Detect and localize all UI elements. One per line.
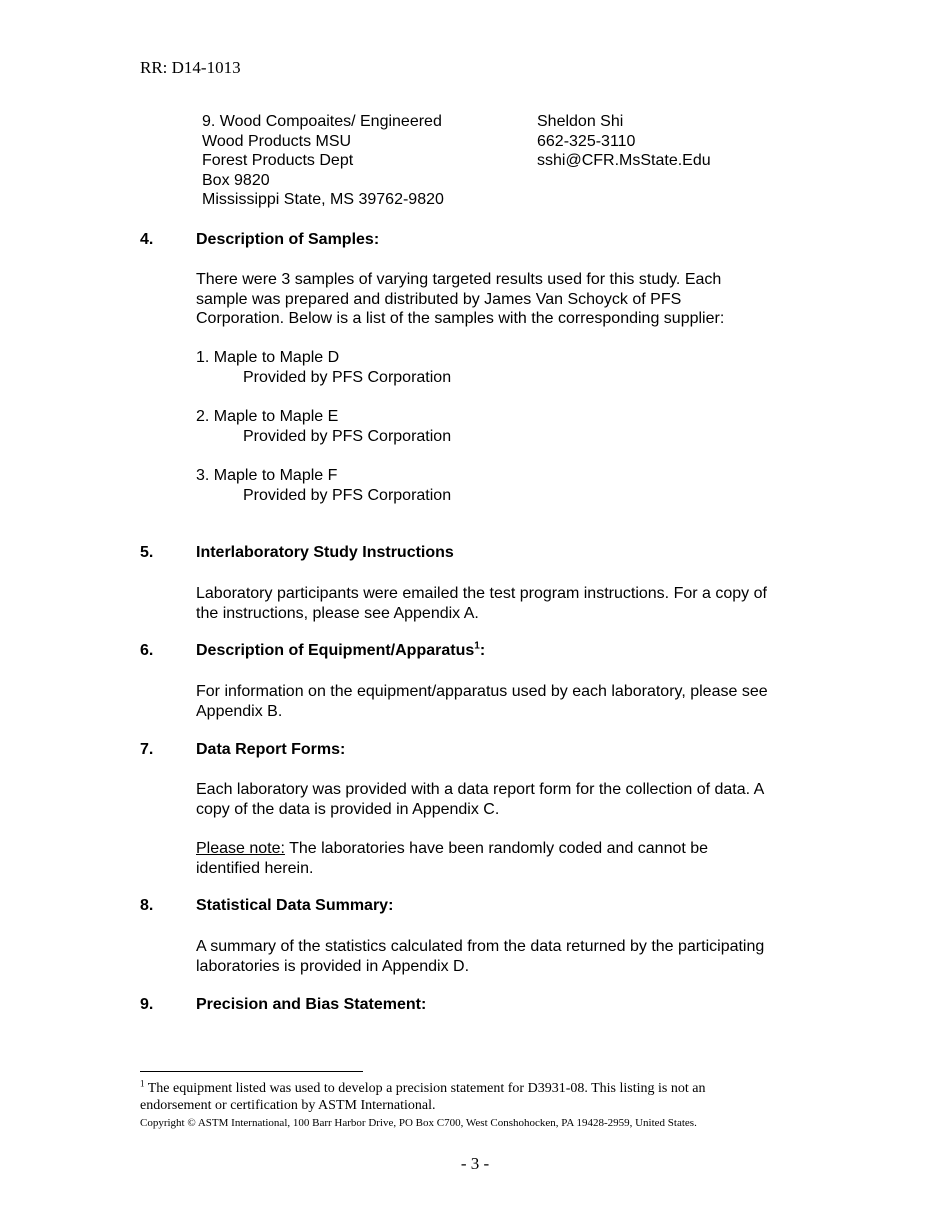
paragraph-line: Appendix B. xyxy=(196,702,283,720)
section-5-title: Interlaboratory Study Instructions xyxy=(196,544,454,561)
org-line: Wood Products MSU xyxy=(202,132,352,150)
paragraph-line: copy of the data is provided in Appendix C. xyxy=(196,800,500,818)
footnote xyxy=(140,1080,705,1114)
sample-supplier: Provided by PFS Corporation xyxy=(243,486,452,504)
section-5-number: 5. xyxy=(140,544,154,561)
paragraph-line: For information on the equipment/apparatus used by each laboratory, please see xyxy=(196,683,768,700)
note-label: Please note: xyxy=(196,840,285,857)
sample-item xyxy=(196,348,451,387)
paragraph-line: Laboratory participants were emailed the test program instructions. For a copy of xyxy=(196,585,767,602)
sample-item xyxy=(196,407,451,446)
contact-phone: 662-325-3110 xyxy=(537,132,636,150)
section-7-note xyxy=(196,839,708,878)
section-6-title-colon: : xyxy=(479,642,486,659)
sample-name: 2. Maple to Maple E xyxy=(196,408,339,425)
contact-name: Sheldon Shi xyxy=(537,113,624,130)
section-6-title xyxy=(196,642,485,660)
note-text: The laboratories have been randomly coded and cannot be xyxy=(284,840,709,857)
section-8-title: Statistical Data Summary: xyxy=(196,897,394,914)
section-7-number: 7. xyxy=(140,741,154,758)
participant-organization xyxy=(202,112,444,210)
contact-email: sshi@CFR.MsState.Edu xyxy=(537,152,711,170)
section-8-number: 8. xyxy=(140,897,154,914)
section-8-body xyxy=(196,937,764,976)
footnote-line: endorsement or certification by ASTM International. xyxy=(140,1098,436,1113)
sample-item xyxy=(196,466,451,505)
paragraph-line: laboratories is provided in Appendix D. xyxy=(196,957,470,975)
org-line: Box 9820 xyxy=(202,171,270,189)
sample-supplier: Provided by PFS Corporation xyxy=(243,427,452,445)
section-7-title: Data Report Forms: xyxy=(196,741,346,758)
section-4-title: Description of Samples: xyxy=(196,231,380,248)
section-9-number: 9. xyxy=(140,996,154,1013)
org-line: Forest Products Dept xyxy=(202,152,354,170)
paragraph-line: Corporation. Below is a list of the samples with the corresponding supplier: xyxy=(196,310,725,328)
note-line xyxy=(196,839,708,859)
org-line: 9. Wood Compoaites/ Engineered xyxy=(202,113,442,130)
copyright-notice: Copyright © ASTM International, 100 Barr Harbor Drive, PO Box C700, West Conshohocken, PA 19428-2959, United States. xyxy=(140,1117,697,1129)
sample-supplier: Provided by PFS Corporation xyxy=(243,368,452,386)
section-6-number: 6. xyxy=(140,642,154,659)
org-line: Mississippi State, MS 39762-9820 xyxy=(202,191,444,209)
sample-name: 1. Maple to Maple D xyxy=(196,349,340,366)
section-5-body xyxy=(196,584,767,623)
footnote-divider xyxy=(140,1071,363,1072)
section-4-intro xyxy=(196,270,724,329)
participant-contact xyxy=(537,112,711,171)
footnote-line xyxy=(140,1080,705,1097)
page-number: - 3 - xyxy=(460,1154,490,1173)
note-line: identified herein. xyxy=(196,859,314,877)
section-9-title: Precision and Bias Statement: xyxy=(196,996,427,1013)
paragraph-line: A summary of the statistics calculated from the data returned by the participating xyxy=(196,938,765,955)
report-id-header: RR: D14-1013 xyxy=(140,58,241,77)
paragraph-line: Each laboratory was provided with a data report form for the collection of data. A xyxy=(196,781,765,798)
paragraph-line: There were 3 samples of varying targeted results used for this study. Each xyxy=(196,271,722,288)
footnote-marker: 1 xyxy=(140,1078,145,1089)
footnote-text: The equipment listed was used to develop a precision statement for D3931-08. This listing is not an xyxy=(144,1081,706,1096)
section-6-title-text: Description of Equipment/Apparatus xyxy=(196,642,475,659)
paragraph-line: sample was prepared and distributed by James Van Schoyck of PFS xyxy=(196,290,682,308)
section-4-number: 4. xyxy=(140,231,154,248)
section-7-body xyxy=(196,780,764,819)
footnote-ref: 1 xyxy=(474,640,480,652)
sample-name: 3. Maple to Maple F xyxy=(196,467,338,484)
paragraph-line: the instructions, please see Appendix A. xyxy=(196,604,479,622)
section-6-body xyxy=(196,682,768,721)
